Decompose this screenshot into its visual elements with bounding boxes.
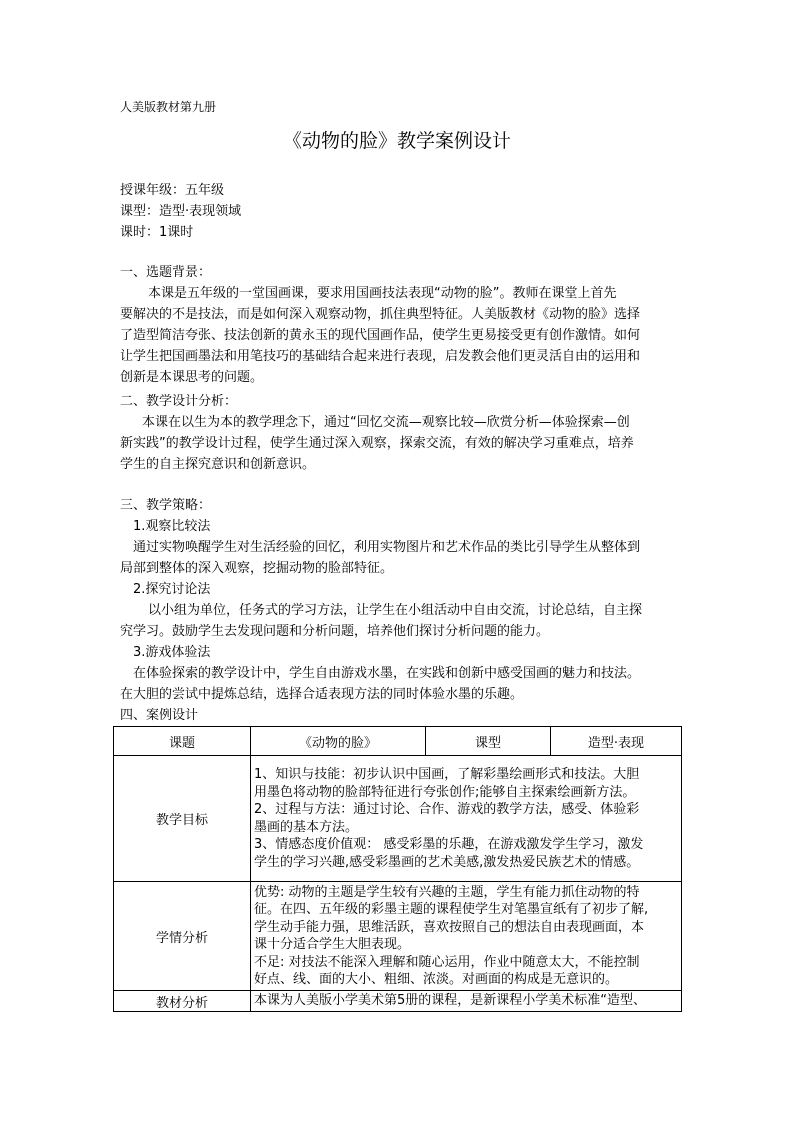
table-row bbox=[114, 756, 682, 882]
table-header-row bbox=[114, 727, 682, 756]
section3-heading: 三、教学策略： bbox=[120, 498, 212, 513]
section4-heading: 四、案例设计 bbox=[120, 708, 199, 723]
section1-line: 要解决的不是技法，而是如何深入观察动物，抓住典型特征。人美版教材《动物的脸》选择 bbox=[120, 307, 641, 322]
table-row bbox=[114, 882, 682, 991]
row-label-material-analysis: 教材分析 bbox=[114, 991, 251, 1012]
cell-line: 1、知识与技能：初步认识中国画，了解彩墨绘画形式和技法。大胆 bbox=[254, 767, 640, 782]
case-design-table bbox=[113, 726, 682, 1012]
lesson-type-line: 课型：造型·表现领域 bbox=[120, 204, 242, 219]
cell-line: 优势: 动物的主题是学生较有兴趣的主题，学生有能力抓住动物的特 bbox=[254, 884, 640, 900]
cell-line: 墨画的基本方法。 bbox=[254, 819, 359, 835]
table-header-cell: 课题 bbox=[114, 727, 251, 756]
strategy-title-3: 3.游戏体验法 bbox=[133, 645, 211, 660]
cell-line: 好点、线、面的大小、粗细、浓淡。对画面的构成是无意识的。 bbox=[254, 972, 619, 987]
strategy-line: 在大胆的尝试中提炼总结，选择合适表现方法的同时体验水墨的乐趣。 bbox=[120, 687, 524, 702]
table-header-cell: 《动物的脸》 bbox=[251, 727, 426, 756]
section2-line: 新实践”的教学设计过程，使学生通过深入观察，探索交流，有效的解决学习重难点，培养 bbox=[120, 436, 634, 451]
cell-line: 学生的学习兴趣,感受彩墨画的艺术美感,激发热爱民族艺术的情感。 bbox=[254, 854, 640, 870]
strategy-line: 通过实物唤醒学生对生活经验的回忆，利用实物图片和艺术作品的类比引导学生从整体到 bbox=[133, 540, 641, 555]
table-header-cell: 课型 bbox=[426, 727, 551, 756]
row-content-student-analysis bbox=[251, 882, 682, 991]
section1-line: 本课是五年级的一堂国画课，要求用国画技法表现“动物的脸”。教师在课堂上首先 bbox=[148, 286, 617, 301]
section2-body bbox=[120, 412, 678, 475]
strategy-line: 究学习。鼓励学生去发现问题和分析问题，培养他们探讨分析问题的能力。 bbox=[120, 624, 550, 639]
strategy-line: 局部到整体的深入观察，挖掘动物的脸部特征。 bbox=[120, 561, 394, 576]
section1-heading: 一、选题背景： bbox=[120, 265, 212, 280]
row-label-teaching-goals: 教学目标 bbox=[114, 756, 251, 882]
cell-line: 用墨色将动物的脸部特征进行夸张创作;能够自主探索绘画新方法。 bbox=[254, 784, 636, 800]
cell-line: 不足: 对技法不能深入理解和随心运用，作业中随意太大，不能控制 bbox=[254, 954, 640, 970]
table-header-cell: 造型·表现 bbox=[551, 727, 682, 756]
strategy-line: 以小组为单位，任务式的学习方法，让学生在小组活动中自由交流，讨论总结，自主探 bbox=[148, 603, 643, 618]
cell-line: 3、情感态度价值观： 感受彩墨的乐趣，在游戏激发学生学习，激发 bbox=[254, 837, 644, 852]
row-content-teaching-goals bbox=[251, 756, 682, 882]
cell-line: 学生动手能力强，思维活跃，喜欢按照自己的想法自由表现画面，本 bbox=[254, 919, 645, 935]
section1-line: 创新是本课思考的问题。 bbox=[120, 370, 264, 385]
strategy-title-2: 2.探究讨论法 bbox=[133, 582, 211, 597]
grade-line: 授课年级：五年级 bbox=[120, 183, 225, 198]
hours-line: 课时：1课时 bbox=[120, 225, 194, 240]
section2-line: 学生的自主探究意识和创新意识。 bbox=[120, 457, 316, 472]
cell-line: 课十分适合学生大胆表现。 bbox=[254, 937, 411, 952]
section1-line: 了造型简洁夸张、技法创新的黄永玉的现代国画作品，使学生更易接受更有创作激情。如何 bbox=[120, 328, 641, 343]
section1-body bbox=[120, 283, 678, 388]
section2-line: 本课在以生为本的教学理念下，通过“回忆交流—观察比较—欣赏分析—体验探索—创 bbox=[142, 415, 630, 430]
row-content-material-analysis bbox=[251, 991, 682, 1012]
textbook-label: 人美版教材第九册 bbox=[120, 100, 217, 114]
table-row bbox=[114, 991, 682, 1012]
row-label-student-analysis: 学情分析 bbox=[114, 882, 251, 991]
cell-line: 2、过程与方法：通过讨论、合作、游戏的教学方法，感受、体验彩 bbox=[254, 802, 640, 817]
section3-body bbox=[120, 516, 678, 705]
strategy-line: 在体验探索的教学设计中，学生自由游戏水墨，在实践和创新中感受国画的魅力和技法。 bbox=[133, 666, 641, 681]
section1-line: 让学生把国画墨法和用笔技巧的基础结合起来进行表现，启发教会他们更灵活自由的运用和 bbox=[120, 349, 641, 364]
strategy-title-1: 1.观察比较法 bbox=[133, 519, 211, 534]
cell-line: 本课为人美版小学美术第5册的课程，是新课程小学美术标准“造型、 bbox=[254, 993, 647, 1009]
section2-heading: 二、教学设计分析： bbox=[120, 394, 238, 409]
cell-line: 征。在四、五年级的彩墨主题的课程使学生对笔墨宣纸有了初步了解, bbox=[254, 902, 649, 917]
page-title: 《动物的脸》教学案例设计 bbox=[282, 130, 511, 152]
